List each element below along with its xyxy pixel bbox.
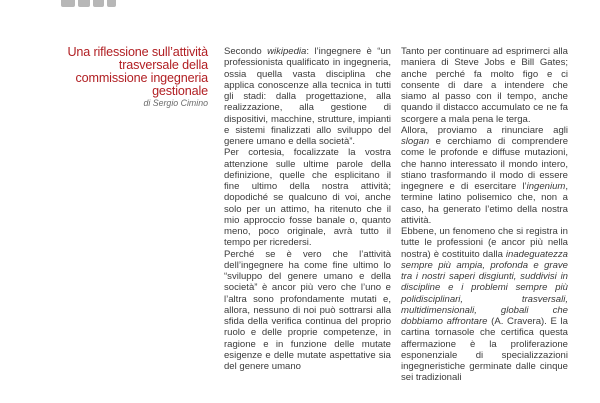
emphasis-text: inadeguatezza sempre più ampia, profonda e grave tra i nostri saperi disgiunti, suddivisi in discipline e i problemi sempre più polidisciplinari, trasversali, multidimensionali, globali che dobbiamo affrontare <box>401 248 568 327</box>
logo-bar <box>61 0 75 7</box>
article-column-right <box>401 46 568 384</box>
body-text: : l’ingegnere è “un professionista qualificato in ingegneria, ossia quella vasta disciplina che applica conoscenze alla tecnica in tutti gli stadi: dalla progettazione, alla realizzazione, alla gestione di dispositivi, macchine, strutture, impianti e sistemi finalizzati allo sviluppo del genere umano e della società”. <box>224 46 391 147</box>
section-logo-fragment <box>61 0 131 10</box>
right-column-paragraph <box>401 226 568 384</box>
logo-bar <box>93 0 104 7</box>
emphasis-text: slogan <box>401 136 430 147</box>
article-title: Una riflessione sull’attività trasversale della commissione ingegneria gestionale <box>67 45 208 98</box>
body-text: Allora, proviamo a rinunciare agli <box>401 124 568 136</box>
right-column-paragraph <box>401 125 568 226</box>
body-text: , termine latino polisemico che, non a caso, ha generato l’etimo della nostra attività. <box>401 181 568 226</box>
left-column-paragraph <box>224 147 391 248</box>
right-column-paragraph <box>401 46 568 125</box>
body-text: e cerchiamo di comprendere come le profonde e diffuse mutazioni, che hanno interessato il mondo intero, stiano trasformando il modo di essere ingegnere e di esercitare l’ <box>401 136 568 192</box>
left-column-paragraph <box>224 46 391 147</box>
article-author: di Sergio Cimino <box>143 98 208 108</box>
body-text: Tanto per continuare ad esprimerci alla maniera di Steve Jobs e Bill Gates; anche perché fa molto figo e ci consente di dare a intendere che siamo al passo con il tempo, anche quando il distacco accumulato ce ne fa scorgere a mala pena le terga. <box>401 46 568 125</box>
emphasis-text: ingenium <box>526 181 566 192</box>
body-text: Ebbene, un fenomeno che si registra in tutte le professioni (e ancor più nella nostra) è costituito dalla <box>401 226 568 260</box>
logo-bar <box>107 0 116 7</box>
emphasis-text: wikipedia <box>267 46 307 57</box>
logo-bar <box>78 0 90 7</box>
body-text: Perché se è vero che l’attività dell’ingegnere ha come fine ultimo lo “sviluppo del genere umano e della società” è ancor più vero che l’uno e l’altra sono profondamente mutati e, allora, nessuno di noi può sottrarsi alla sfida della verifica continua del proprio ruolo e delle proprie competenze, in ragione e in funzione delle mutate esigenze e delle mutate aspettative sia del genere umano <box>224 248 391 372</box>
left-column-paragraph <box>224 249 391 373</box>
body-text: Per cortesia, focalizzate la vostra attenzione sulle ultime parole della definizione, quelle che esplicitano il fine ultimo della nostra attività; dopodiché se qualcuno di voi, anche solo per un attimo, ha ritenuto che il mio approccio fosse banale o, quanto meno, poco originale, avrà tutto il tempo per ricredersi. <box>224 147 391 249</box>
body-text: (A. Cravera). E la cartina tornasole che certifica questa affermazione è la proliferazione esponenziale di specializzazioni ingegneristiche germinate dalle cinque sei tradizionali <box>401 316 568 384</box>
article-column-left <box>224 46 391 372</box>
body-text: Secondo <box>224 46 268 57</box>
